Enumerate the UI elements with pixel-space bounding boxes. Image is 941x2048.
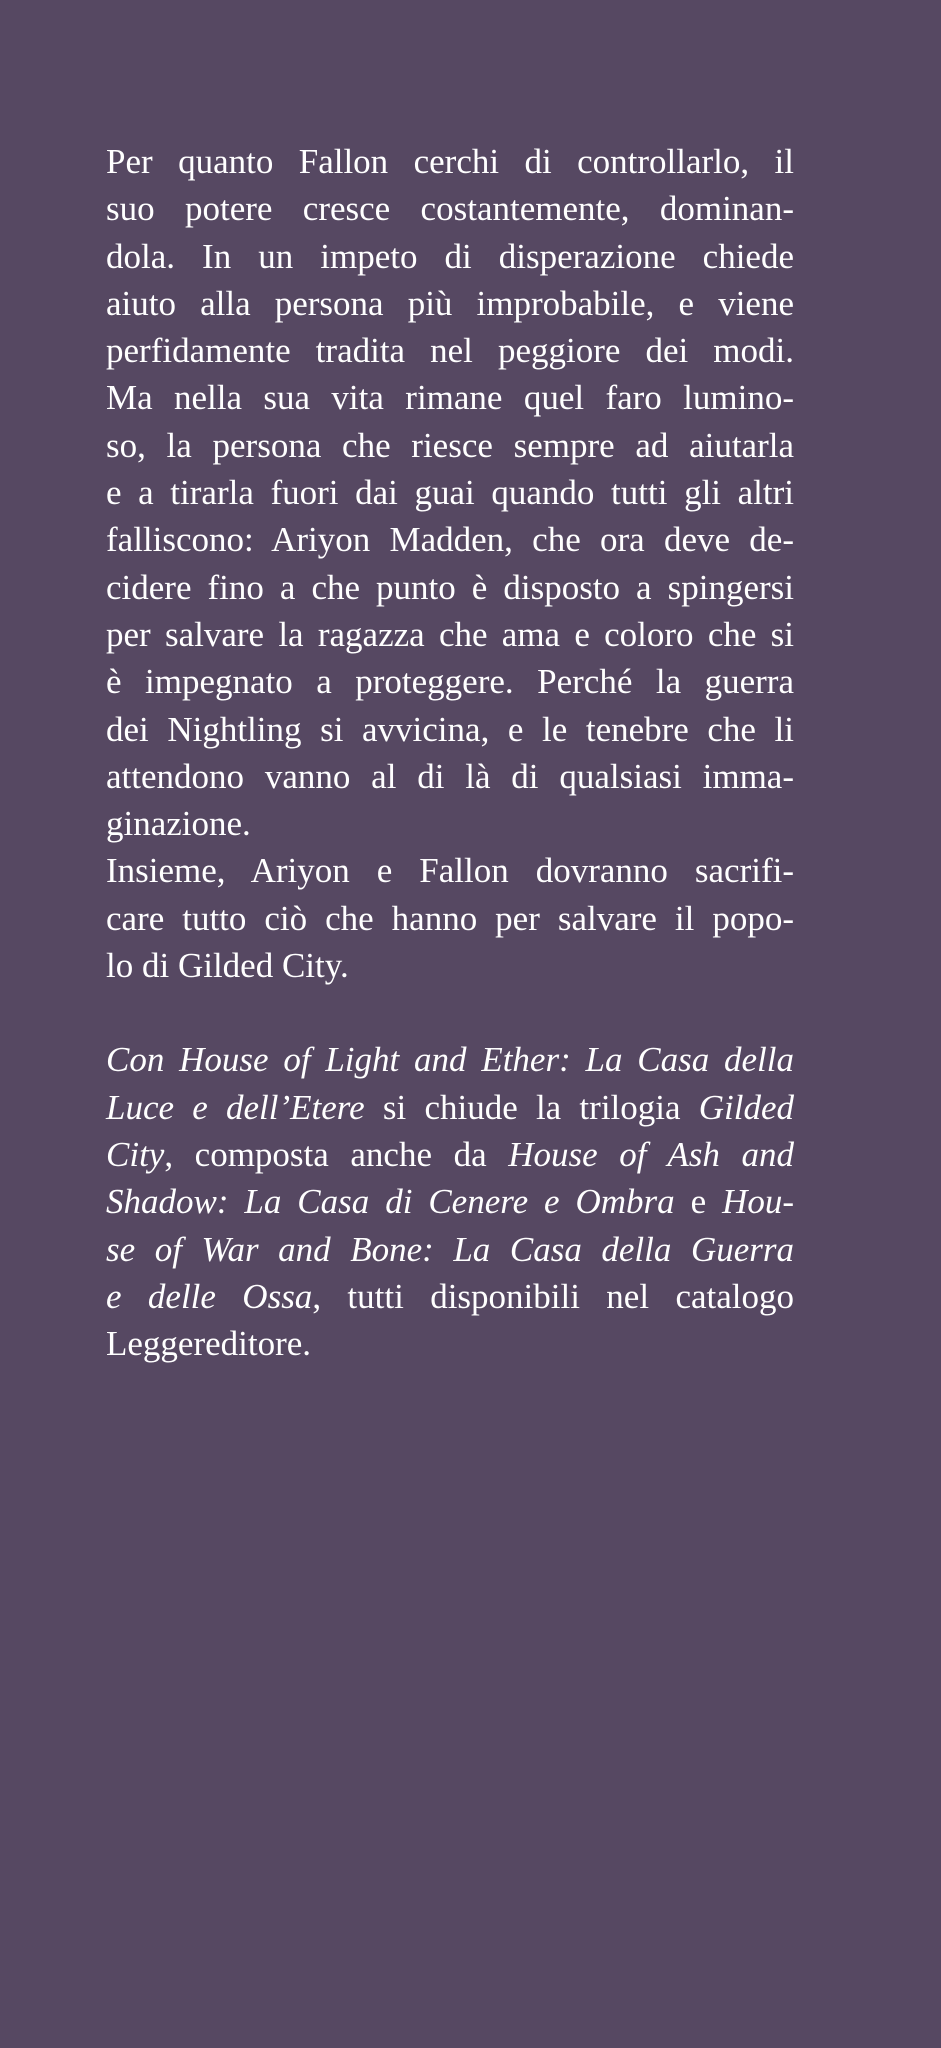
publisher-name: Leggereditore. bbox=[106, 1324, 312, 1364]
book-title: se of War and Bone: La Casa della Guerra bbox=[106, 1229, 794, 1269]
text-line: suo potere cresce costantemente, dominan- bbox=[106, 189, 794, 229]
text-line: ginazione. bbox=[106, 804, 251, 844]
text-line bbox=[106, 1178, 794, 1225]
text-line: so, la persona che riesce sempre ad aiutarla bbox=[106, 425, 794, 465]
series-title: Gilded bbox=[698, 1087, 795, 1127]
text-line: Per quanto Fallon cerchi di controllarlo, il bbox=[106, 142, 794, 181]
body-text: e bbox=[674, 1182, 723, 1222]
paragraph-trilogy bbox=[106, 1036, 794, 1367]
book-title: Con House of Light and Ether: La Casa della bbox=[106, 1040, 794, 1080]
text-line bbox=[106, 1273, 794, 1320]
body-text: si chiude la trilogia bbox=[364, 1087, 699, 1127]
text-line: dei Nightling si avvicina, e le tenebre che li bbox=[106, 709, 794, 749]
text-line bbox=[106, 1084, 794, 1131]
text-line: care tutto ciò che hanno per salvare il popo- bbox=[106, 898, 794, 938]
text-line bbox=[106, 1036, 794, 1083]
text-line: Insieme, Ariyon e Fallon dovranno sacrifi- bbox=[106, 851, 794, 891]
text-line: falliscono: Ariyon Madden, che ora deve de- bbox=[106, 520, 794, 560]
text-line bbox=[106, 1131, 794, 1178]
book-title: House of Ash and bbox=[508, 1134, 795, 1174]
series-title: City bbox=[106, 1134, 165, 1174]
body-text: , tutti disponibili nel catalogo bbox=[312, 1276, 794, 1316]
paragraph-conclusion bbox=[106, 847, 794, 989]
text-line: per salvare la ragazza che ama e coloro che si bbox=[106, 614, 794, 654]
text-line: lo di Gilded City. bbox=[106, 946, 349, 986]
text-line: perfidamente tradita nel peggiore dei modi. bbox=[106, 331, 794, 371]
paragraph-synopsis bbox=[106, 138, 794, 847]
text-line: dola. In un impeto di disperazione chiede bbox=[106, 236, 794, 276]
text-line: attendono vanno al di là di qualsiasi imma- bbox=[106, 756, 794, 796]
blurb-text bbox=[106, 138, 794, 1367]
book-title: Shadow: La Casa di Cenere e Ombra bbox=[106, 1182, 675, 1222]
text-line: è impegnato a proteggere. Perché la guerra bbox=[106, 662, 794, 702]
text-line bbox=[106, 1320, 794, 1367]
book-title: e delle Ossa bbox=[106, 1276, 313, 1316]
paragraph-spacer bbox=[106, 989, 794, 1036]
body-text: , composta anche da bbox=[164, 1134, 509, 1174]
book-title: Luce e dell’Etere bbox=[106, 1087, 365, 1127]
text-line bbox=[106, 1226, 794, 1273]
text-line: aiuto alla persona più improbabile, e viene bbox=[106, 283, 794, 323]
text-line: e a tirarla fuori dai guai quando tutti gli altri bbox=[106, 473, 794, 513]
text-line: cidere fino a che punto è disposto a spingersi bbox=[106, 567, 794, 607]
text-line: Ma nella sua vita rimane quel faro lumino- bbox=[106, 378, 794, 418]
book-title: Hou- bbox=[722, 1182, 794, 1222]
